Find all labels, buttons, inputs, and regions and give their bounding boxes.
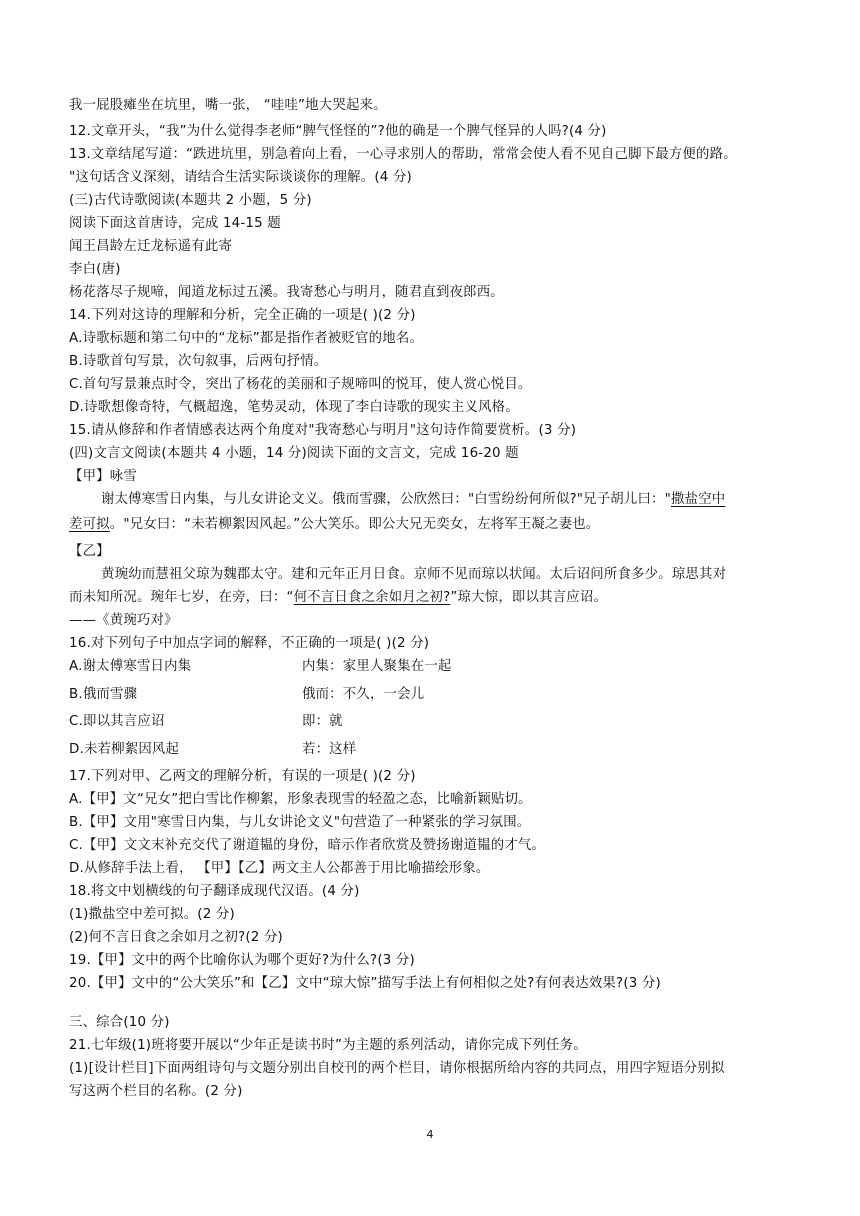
underlined-sentence-1b: 差可拟 xyxy=(69,517,110,532)
question-21-part-1: (1)[设计栏目]下面两组诗句与文题分别出自校刊的两个栏目，请你根据所给内容的共同点，用四字短语分别拟 xyxy=(69,1061,725,1076)
question-15: 15.请从修辞和作者情感表达两个角度对"我寄愁心与明月"这句诗作简要赏析。(3 分) xyxy=(69,423,577,438)
question-17-option-c: C.【甲】文文末补充交代了谢道韫的身份，暗示作者欣赏及赞扬谢道韫的才气。 xyxy=(69,838,546,853)
question-12: 12.文章开头，“我”为什么觉得李老师“脾气怪怪的”?他的确是一个脾气怪异的人吗?(4 分) xyxy=(69,124,607,139)
passage-b-title: 【乙】 xyxy=(69,544,110,559)
passage-a-title: 【甲】咏雪 xyxy=(69,469,137,484)
section-heading-classical: (四)文言文阅读(本题共 4 小题，14 分)阅读下面的文言文，完成 16-20 题 xyxy=(69,446,519,461)
page-number: 4 xyxy=(426,1128,434,1141)
question-19: 19.【甲】文中的两个比喻你认为哪个更好?为什么?(3 分) xyxy=(69,953,415,968)
section-heading-comprehensive: 三、综合(10 分) xyxy=(69,1015,170,1030)
question-21: 21.七年级(1)班将要开展以“少年正是读书时”为主题的系列活动，请你完成下列任务。 xyxy=(69,1038,587,1053)
question-13-continued: "这句话含义深刻，请结合生活实际谈谈你的理解。(4 分) xyxy=(69,170,412,185)
question-17-option-b: B.【甲】文用"寒雪日内集，与儿女讲论文义"句营造了一种紧张的学习氛围。 xyxy=(69,815,531,830)
question-20: 20.【甲】文中的“公大笑乐”和【乙】文中“琼大惊”描写手法上有何相似之处?有何表达效果?(3 分) xyxy=(69,976,661,991)
question-18-part-1: (1)撒盐空中差可拟。(2 分) xyxy=(69,907,235,922)
underlined-sentence-2: 何不言日食之余如月之初? xyxy=(293,590,451,605)
question-13: 13.文章结尾写道：“跌进坑里，别急着向上看，一心寻求别人的帮助，常常会使人看不见自己脚下最方便的路。 xyxy=(69,147,737,162)
poetry-instruction: 阅读下面这首唐诗，完成 14-15 题 xyxy=(69,216,281,231)
question-14-option-a: A.诗歌标题和第二句中的“龙标”都是指作者被贬官的地名。 xyxy=(69,331,424,346)
question-21-part-1-continued: 写这两个栏目的名称。(2 分) xyxy=(69,1084,243,1099)
passage-b-source: ——《黄琬巧对》 xyxy=(69,613,178,628)
question-14: 14.下列对这诗的理解和分析，完全正确的一项是( )(2 分) xyxy=(69,308,416,323)
question-17: 17.下列对甲、乙两文的理解分析，有误的一项是( )(2 分) xyxy=(69,769,416,784)
question-14-option-d: D.诗歌想像奇特，气概超逸，笔势灵动，体现了李白诗歌的现实主义风格。 xyxy=(69,400,519,415)
question-14-option-c: C.首句写景兼点时令，突出了杨花的美丽和子规啼叫的悦耳，使人赏心悦目。 xyxy=(69,377,532,392)
question-16-option-d: D.未若柳絮因风起 若：这样 xyxy=(69,742,357,757)
poem-title: 闻王昌龄左迁龙标遥有此寄 xyxy=(69,239,233,254)
passage-a-line-2: 差可拟。"兄女曰：“未若柳絮因风起。”公大笑乐。即公大兄无奕女，左将军王凝之妻也。 xyxy=(69,517,600,532)
question-16-option-c: C.即以其言应诏 即：就 xyxy=(69,714,343,729)
passage-b-line-1: 黄琬幼而慧祖父琼为魏郡太守。建和元年正月日食。京师不见而琼以状闻。太后诏问所食多少。琼思其对 xyxy=(101,567,727,582)
question-17-option-d: D.从修辞手法上看， 【甲】【乙】两文主人公都善于用比喻描绘形象。 xyxy=(69,861,490,876)
question-18-part-2: (2)何不言日食之余如月之初?(2 分) xyxy=(69,930,283,945)
passage-a-line-1: 谢太傅寒雪日内集，与儿女讲论文义。俄而雪骤，公欣然曰："白雪纷纷何所似?"兄子胡儿曰："撒盐空中 xyxy=(101,492,726,507)
question-16-option-b: B.俄而雪骤 俄而：不久，一会儿 xyxy=(69,687,425,702)
underlined-sentence-1a: 撒盐空中 xyxy=(671,492,726,507)
question-14-option-b: B.诗歌首句写景，次句叙事，后两句抒情。 xyxy=(69,354,328,369)
question-18: 18.将文中划横线的句子翻译成现代汉语。(4 分) xyxy=(69,884,360,899)
question-17-option-a: A.【甲】文“兄女”把白雪比作柳絮，形象表现雪的轻盈之态，比喻新颖贴切。 xyxy=(69,792,532,807)
story-closing-line: 我一屁股瘫坐在坑里，嘴一张， “哇哇”地大哭起来。 xyxy=(69,98,387,113)
poem-author: 李白(唐) xyxy=(69,262,121,277)
passage-b-line-2: 而未知所况。琬年七岁，在旁，曰：“何不言日食之余如月之初?”琼大惊，即以其言应诏。 xyxy=(69,590,608,605)
poem-text: 杨花落尽子规啼，闻道龙标过五溪。我寄愁心与明月，随君直到夜郎西。 xyxy=(69,285,504,300)
question-16: 16.对下列句子中加点字词的解释，不正确的一项是( )(2 分) xyxy=(69,636,430,651)
section-heading-poetry: (三)古代诗歌阅读(本题共 2 小题，5 分) xyxy=(69,193,312,208)
question-16-option-a: A.谢太傅寒雪日内集 内集：家里人聚集在一起 xyxy=(69,659,452,674)
